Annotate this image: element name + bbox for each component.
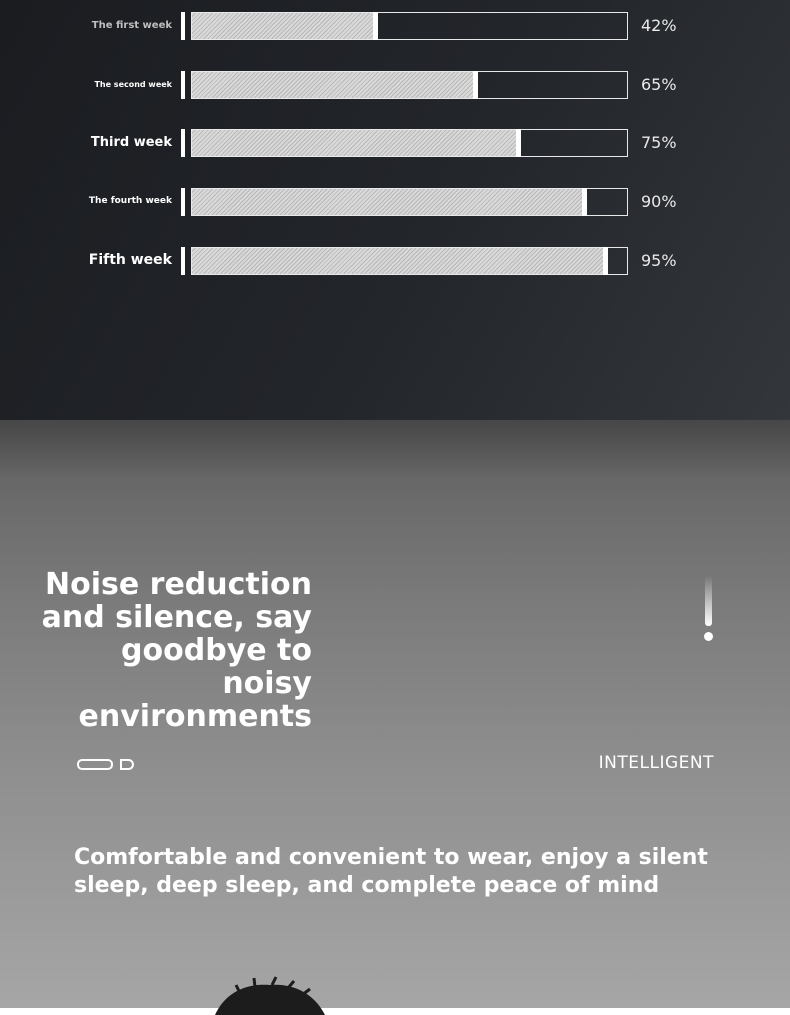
- bar-track: [191, 188, 628, 216]
- bar-tick: [181, 12, 185, 40]
- bar-marker: [516, 129, 521, 157]
- bar-marker: [582, 188, 587, 216]
- bar-value-label: 95%: [641, 251, 677, 270]
- bar-label: The second week: [94, 79, 172, 89]
- bar-track: [191, 12, 628, 40]
- intelligent-badge: INTELLIGENT: [598, 753, 714, 773]
- feature-subtitle: Comfortable and convenient to wear, enjoy a silent sleep, deep sleep, and complete peace of mind: [74, 845, 708, 898]
- bar: [192, 189, 584, 215]
- bar-label: Fifth week: [88, 251, 172, 268]
- bar-value-label: 42%: [641, 16, 677, 35]
- bar-value-label: 90%: [641, 192, 677, 211]
- pill-icon: [77, 759, 113, 770]
- bar-track: [191, 247, 628, 275]
- exclamation-icon: [705, 576, 712, 626]
- bar: [192, 72, 475, 98]
- bar-marker: [373, 12, 378, 40]
- bar-marker: [603, 247, 608, 275]
- bar-label: Third week: [90, 134, 172, 150]
- bar: [192, 130, 518, 156]
- bar-value-label: 65%: [641, 75, 677, 94]
- bar: [192, 248, 605, 274]
- bar-track: [191, 71, 628, 99]
- exclamation-dot-icon: [704, 632, 713, 641]
- feature-headline: Noise reduction and silence, say goodbye to noisy environments: [41, 567, 312, 734]
- progress-chart-panel: [0, 0, 790, 420]
- bar-tick: [181, 129, 185, 157]
- bar-tick: [181, 247, 185, 275]
- bar-label: The fourth week: [88, 196, 172, 207]
- bar-tick: [181, 71, 185, 99]
- bar-value-label: 75%: [641, 133, 677, 152]
- bar-tick: [181, 188, 185, 216]
- bar: [192, 13, 375, 39]
- d-shape-icon: [120, 759, 134, 770]
- bar-marker: [473, 71, 478, 99]
- bar-label: The first week: [91, 19, 172, 31]
- person-hair-image: [210, 975, 330, 1015]
- bar-track: [191, 129, 628, 157]
